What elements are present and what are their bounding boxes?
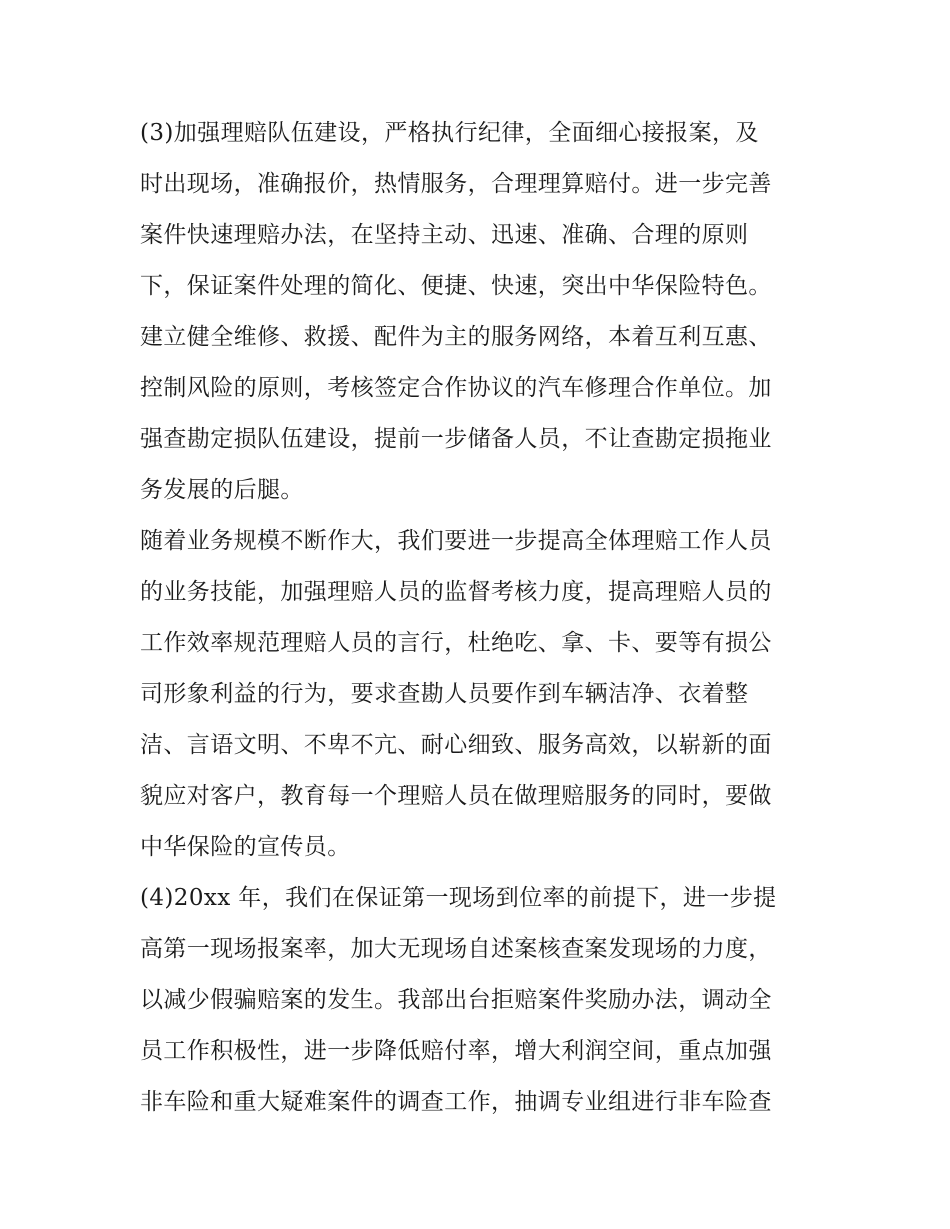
text-line: 的业务技能，加强理赔人员的监督考核力度，提高理赔人员的: [140, 579, 772, 605]
text-line: 控制风险的原则，考核签定合作协议的汽车修理合作单位。加: [140, 375, 772, 401]
document-body: [140, 108, 820, 1128]
text-line: 强查勘定损队伍建设，提前一步储备人员，不让查勘定损拖业: [140, 426, 772, 452]
text-line: 工作效率规范理赔人员的言行，杜绝吃、拿、卡、要等有损公: [140, 630, 772, 656]
text-line: (3)加强理赔队伍建设，严格执行纪律，全面细心接报案，及: [140, 120, 759, 146]
text-line: 建立健全维修、救援、配件为主的服务网络，本着互利互惠、: [140, 324, 772, 350]
text-line: 案件快速理赔办法，在坚持主动、迅速、准确、合理的原则: [140, 222, 749, 248]
text-line: 貌应对客户，教育每一个理赔人员在做理赔服务的同时，要做: [140, 783, 772, 809]
text-line: (4)20xx 年，我们在保证第一现场到位率的前提下，进一步提: [140, 885, 777, 911]
text-line: 随着业务规模不断作大，我们要进一步提高全体理赔工作人员: [140, 528, 772, 554]
text-line: 司形象利益的行为，要求查勘人员要作到车辆洁净、衣着整: [140, 681, 749, 707]
text-line: 高第一现场报案率，加大无现场自述案核查案发现场的力度，: [140, 936, 772, 962]
paragraph-claims-team: [140, 108, 820, 516]
text-line: 时出现场，准确报价，热情服务，合理理算赔付。进一步完善: [140, 171, 772, 197]
paragraph-site-survey: [140, 873, 820, 1128]
text-line: 务发展的后腿。: [140, 477, 304, 503]
text-line: 非车险和重大疑难案件的调查工作，抽调专业组进行非车险查: [140, 1089, 772, 1115]
text-line: 下，保证案件处理的简化、便捷、快速，突出中华保险特色。: [140, 273, 772, 299]
text-line: 以减少假骗赔案的发生。我部出台拒赔案件奖励办法，调动全: [140, 987, 772, 1013]
text-line: 洁、言语文明、不卑不亢、耐心细致、服务高效，以崭新的面: [140, 732, 772, 758]
text-line: 员工作积极性，进一步降低赔付率，增大利润空间，重点加强: [140, 1038, 772, 1064]
text-line: 中华保险的宣传员。: [140, 834, 351, 860]
paragraph-staff-conduct: [140, 516, 820, 873]
